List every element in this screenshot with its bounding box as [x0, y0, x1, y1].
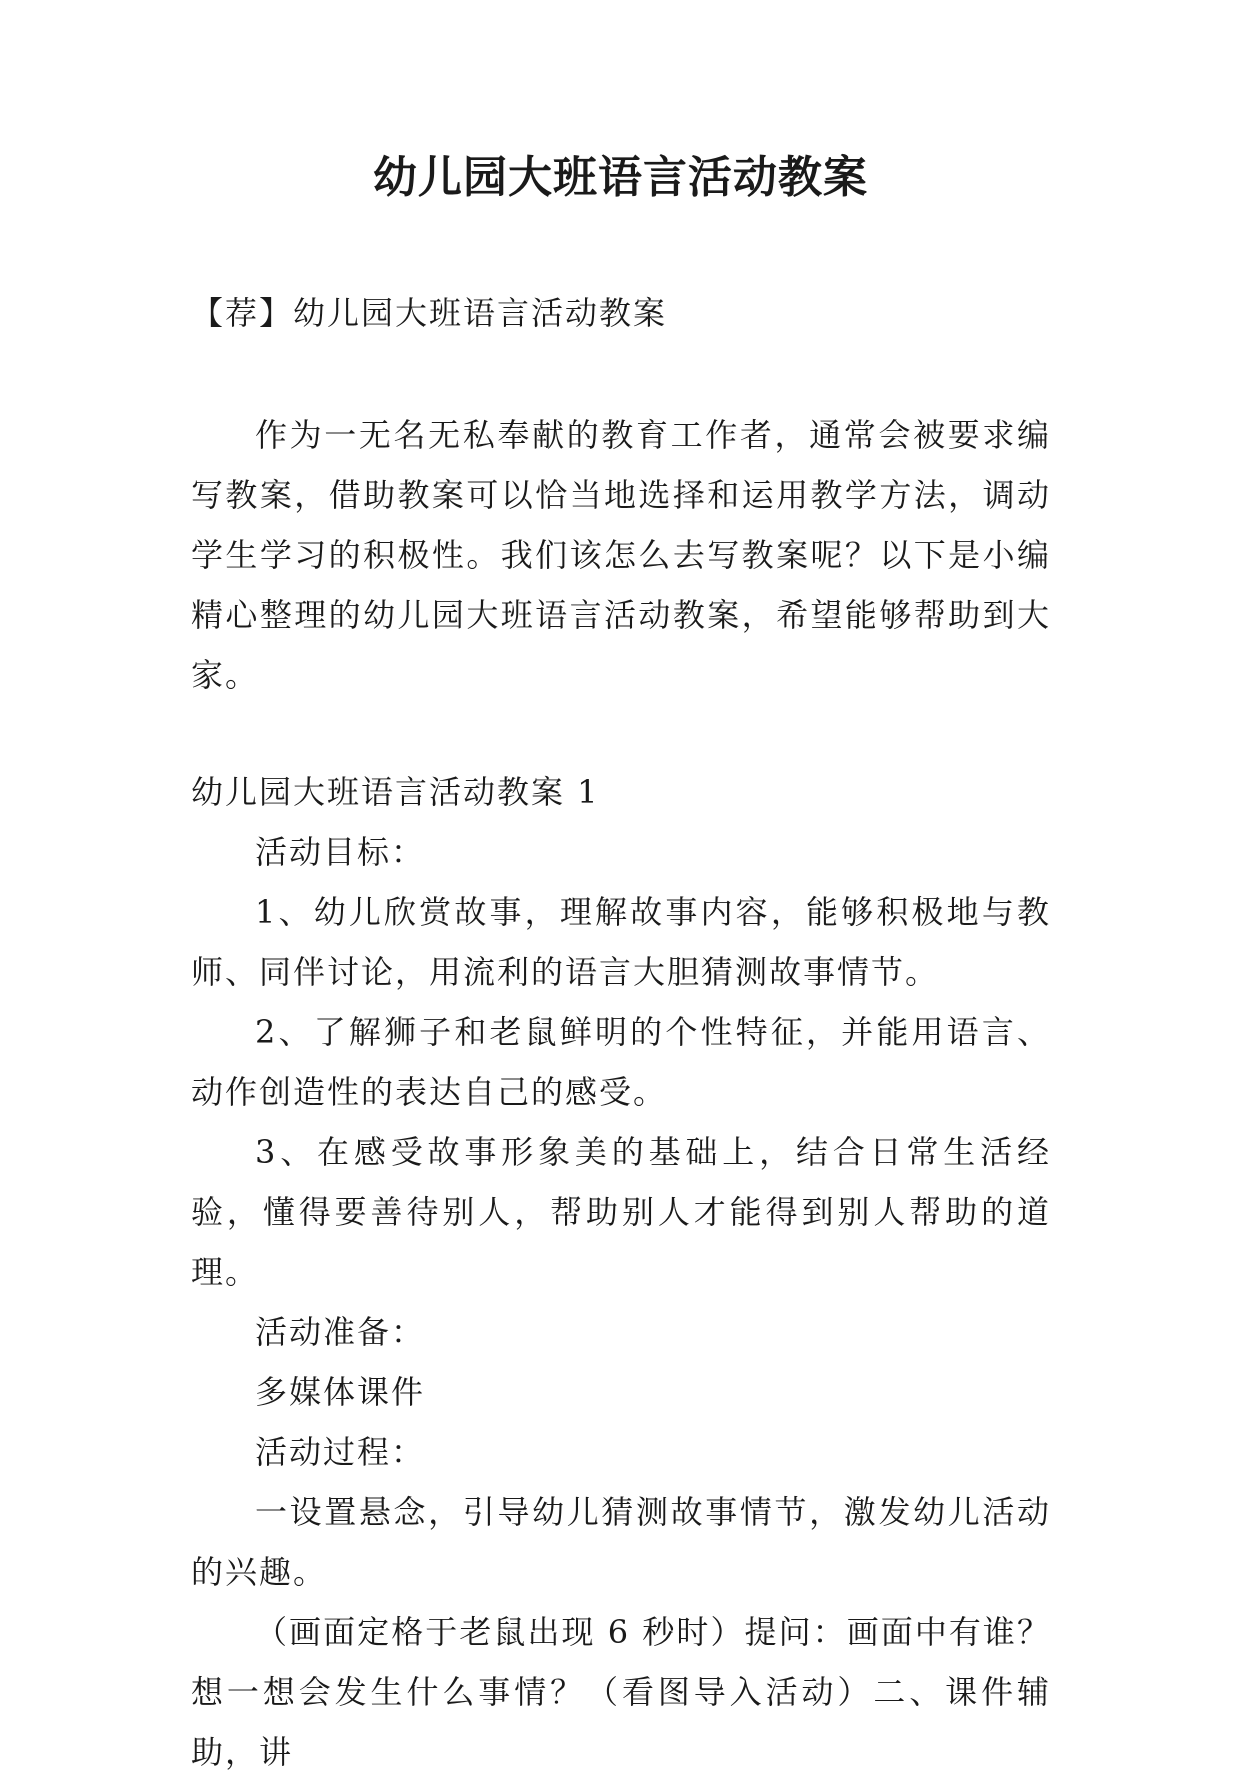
process-step-1: 一设置悬念，引导幼儿猜测故事情节，激发幼儿活动的兴趣。	[191, 1493, 1051, 1591]
activity-goals-heading: 活动目标：	[255, 833, 426, 871]
activity-process-heading: 活动过程：	[255, 1433, 426, 1471]
process-step-1-detail: （画面定格于老鼠出现 6 秒时）提问：画面中有谁？想一想会发生什么事情？（看图导入活动）二、课件辅助，讲	[191, 1613, 1051, 1771]
goal-item-3: 3、在感受故事形象美的基础上，结合日常生活经验，懂得要善待别人，帮助别人才能得到别人帮助的道理。	[191, 1133, 1051, 1291]
section-heading: 幼儿园大班语言活动教案 1	[191, 773, 600, 811]
document-body	[191, 283, 1051, 1782]
preparation-item: 多媒体课件	[255, 1373, 426, 1411]
goal-item-2: 2、了解狮子和老鼠鲜明的个性特征，并能用语言、动作创造性的表达自己的感受。	[191, 1013, 1051, 1111]
document-subtitle: 【荐】幼儿园大班语言活动教案	[191, 294, 668, 332]
document-title: 幼儿园大班语言活动教案	[373, 152, 868, 203]
activity-preparation-heading: 活动准备：	[255, 1313, 426, 1351]
goal-item-1: 1、幼儿欣赏故事，理解故事内容，能够积极地与教师、同伴讨论，用流利的语言大胆猜测故事情节。	[191, 893, 1051, 991]
intro-paragraph: 作为一无名无私奉献的教育工作者，通常会被要求编写教案，借助教案可以恰当地选择和运用教学方法，调动学生学习的积极性。我们该怎么去写教案呢？以下是小编精心整理的幼儿园大班语言活动教案，希望能够帮助到大家。	[191, 416, 1051, 694]
